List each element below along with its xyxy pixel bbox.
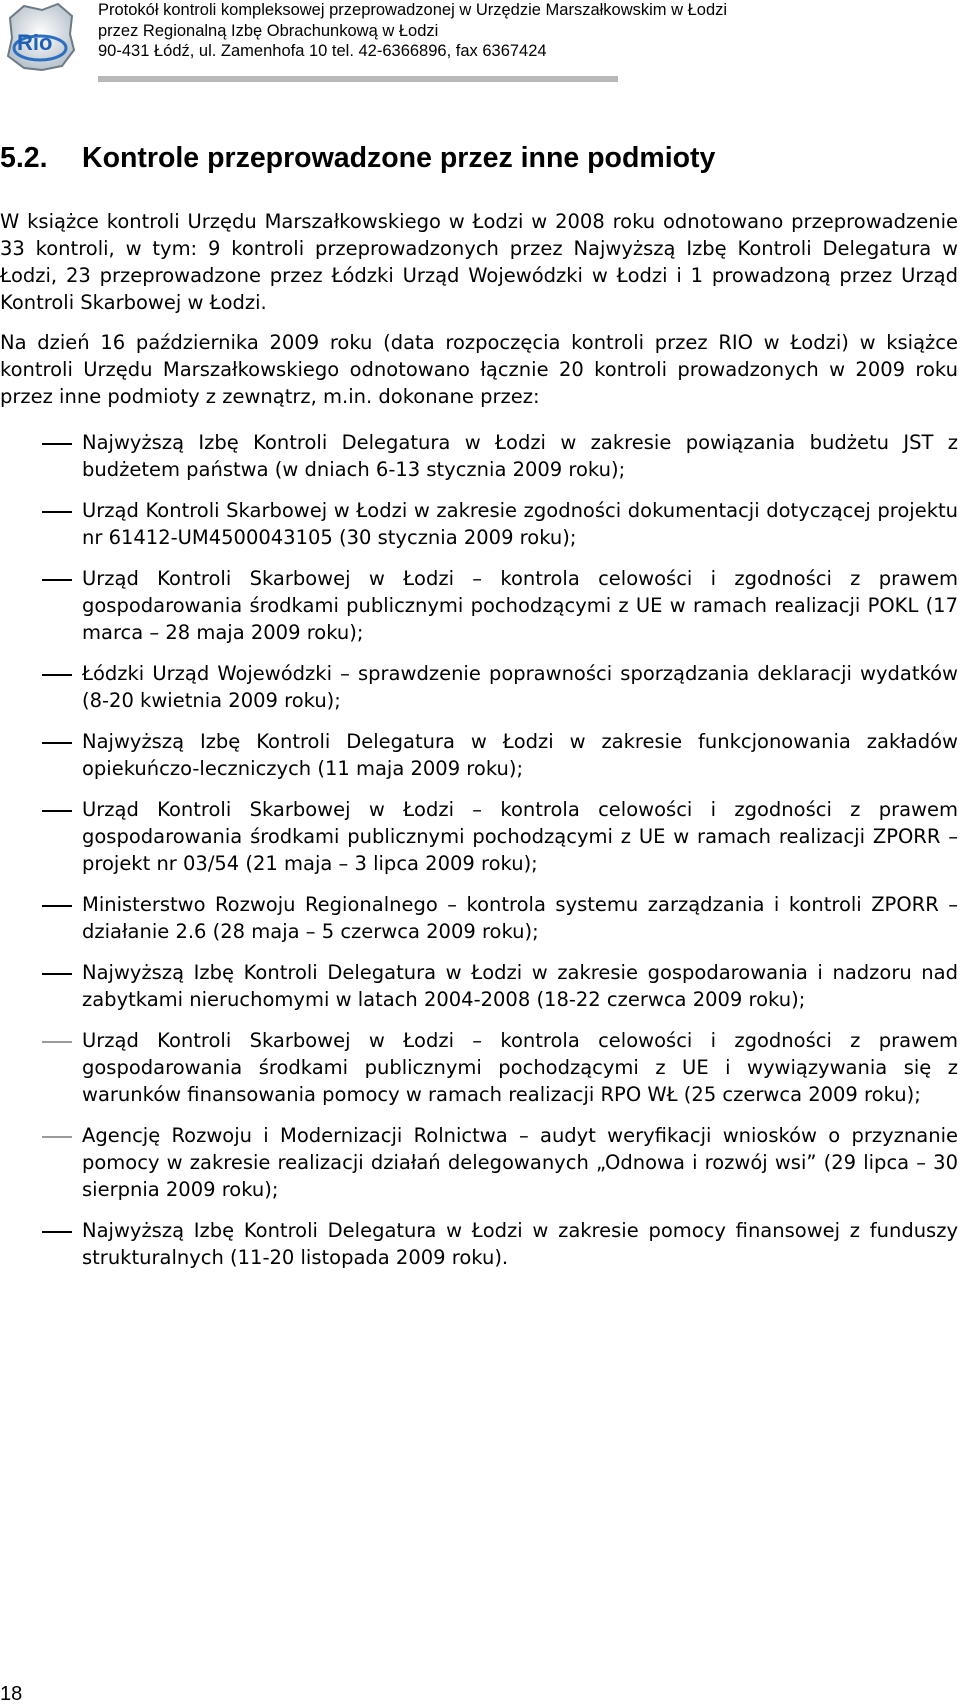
header-line-1: Protokół kontroli kompleksowej przeprowadzonej w Urzędzie Marszałkowskim w Łodzi <box>98 1 728 19</box>
section-title: Kontrole przeprowadzone przez inne podmioty <box>82 142 716 174</box>
list-item: Najwyższą Izbę Kontroli Delegatura w Łodzi w zakresie gospodarowania i nadzoru nad zabytkami nieruchomymi w latach 2004-2008 (18-22 czerwca 2009 roku); <box>0 959 958 1013</box>
dash-bullet-icon <box>42 511 72 513</box>
dash-bullet-icon <box>42 1041 72 1043</box>
page-header <box>0 0 960 84</box>
header-line-2: przez Regionalną Izbę Obrachunkową w Łodzi <box>98 21 439 40</box>
list-item: Najwyższą Izbę Kontroli Delegatura w Łodzi w zakresie powiązania budżetu JST z budżetem państwa (w dniach 6-13 stycznia 2009 roku); <box>0 429 958 483</box>
list-item: Ministerstwo Rozwoju Regionalnego – kontrola systemu zarządzania i kontroli ZPORR – działanie 2.6 (28 maja – 5 czerwca 2009 roku); <box>0 891 958 945</box>
header-divider <box>98 76 618 82</box>
dash-bullet-icon <box>42 973 72 975</box>
section-heading <box>0 141 715 175</box>
dash-bullet-icon <box>42 443 72 445</box>
list-item: Urząd Kontroli Skarbowej w Łodzi – kontrola celowości i zgodności z prawem gospodarowania środkami publicznymi pochodzącymi z UE w ramach realizacji ZPORR – projekt nr 03/54 (21 maja – 3 lipca 2009 roku); <box>0 796 958 877</box>
paragraph-1: W książce kontroli Urzędu Marszałkowskiego w Łodzi w 2008 roku odnotowano przeprowadzenie 33 kontroli, w tym: 9 kontroli przeprowadzonych przez Najwyższą Izbę Kontroli Delegatura w Łodzi, 23 przeprowadzone przez Łódzki Urząd Wojewódzki w Łodzi i 1 prowadzoną przez Urząd Kontroli Skarbowej w Łodzi. <box>0 210 958 314</box>
list-item: Urząd Kontroli Skarbowej w Łodzi – kontrola celowości i zgodności z prawem gospodarowania środkami publicznymi pochodzącymi z UE i wywiązywania się z warunków finansowania pomocy w ramach realizacji RPO WŁ (25 czerwca 2009 roku); <box>0 1027 958 1108</box>
svg-text:Rio: Rio <box>17 30 53 55</box>
document-body <box>0 208 958 1285</box>
section-number: 5.2. <box>0 142 48 174</box>
list-item: Łódzki Urząd Wojewódzki – sprawdzenie poprawności sporządzania deklaracji wydatków (8-20 kwietnia 2009 roku); <box>0 660 958 714</box>
list-item: Najwyższą Izbę Kontroli Delegatura w Łodzi w zakresie pomocy finansowej z funduszy strukturalnych (11-20 listopada 2009 roku). <box>0 1217 958 1271</box>
dash-bullet-icon <box>42 674 72 676</box>
dash-bullet-icon <box>42 810 72 812</box>
dash-bullet-icon <box>42 905 72 907</box>
controls-list <box>0 429 958 1271</box>
dash-bullet-icon <box>42 1231 72 1233</box>
list-item: Najwyższą Izbę Kontroli Delegatura w Łodzi w zakresie funkcjonowania zakładów opiekuńczo-leczniczych (11 maja 2009 roku); <box>0 728 958 782</box>
header-line-3: 90-431 Łódź, ul. Zamenhofa 10 tel. 42-6366896, fax 6367424 <box>98 42 547 60</box>
paragraph-2: Na dzień 16 października 2009 roku (data rozpoczęcia kontroli przez RIO w Łodzi) w książce kontroli Urzędu Marszałkowskiego odnotowano łącznie 20 kontroli prowadzonych w 2009 roku przez inne podmioty z zewnątrz, m.in. dokonane przez: <box>0 331 958 408</box>
dash-bullet-icon <box>42 742 72 744</box>
dash-bullet-icon <box>42 579 72 581</box>
header-text <box>98 0 727 62</box>
dash-bullet-icon <box>42 1136 72 1138</box>
list-item: Agencję Rozwoju i Modernizacji Rolnictwa – audyt weryfikacji wniosków o przyznanie pomocy w zakresie realizacji działań delegowanych „Odnowa i rozwój wsi” (29 lipca – 30 sierpnia 2009 roku); <box>0 1122 958 1203</box>
list-item: Urząd Kontroli Skarbowej w Łodzi w zakresie zgodności dokumentacji dotyczącej projektu nr 61412-UM4500043105 (30 stycznia 2009 roku); <box>0 497 958 551</box>
page-number: 18 <box>0 1683 23 1705</box>
rio-logo-icon <box>2 0 76 74</box>
list-item: Urząd Kontroli Skarbowej w Łodzi – kontrola celowości i zgodności z prawem gospodarowania środkami publicznymi pochodzącymi z UE w ramach realizacji POKL (17 marca – 28 maja 2009 roku); <box>0 565 958 646</box>
